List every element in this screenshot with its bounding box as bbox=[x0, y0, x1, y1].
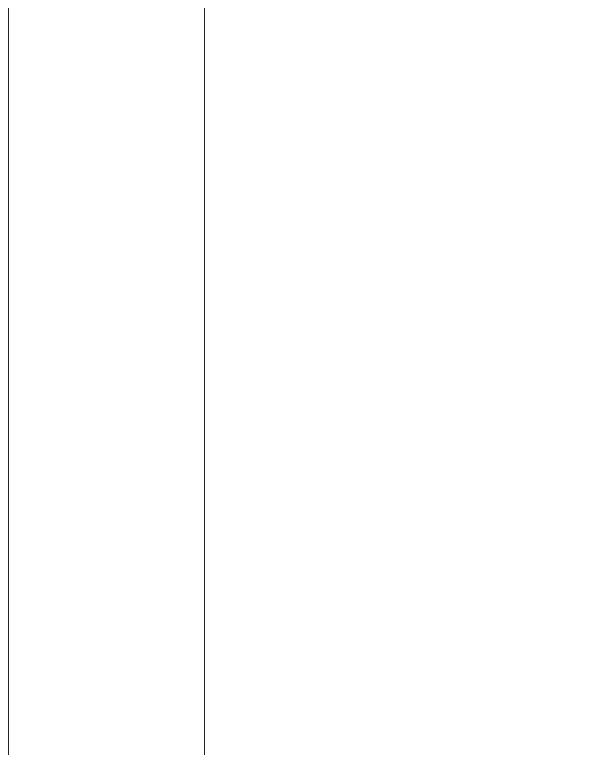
paragraph bbox=[404, 365, 576, 469]
paragraph bbox=[211, 350, 392, 454]
paragraph bbox=[404, 10, 576, 114]
paragraph bbox=[211, 117, 392, 151]
paragraph bbox=[15, 47, 198, 151]
left-column bbox=[398, 8, 582, 755]
paragraph bbox=[211, 457, 392, 561]
quranic-verse bbox=[211, 591, 392, 629]
paragraph bbox=[211, 295, 392, 347]
paragraph bbox=[15, 316, 198, 454]
paragraph bbox=[211, 632, 392, 684]
section-heading bbox=[211, 567, 392, 587]
paragraph bbox=[15, 512, 198, 546]
paragraph bbox=[404, 697, 576, 731]
paragraph bbox=[404, 568, 576, 620]
paragraph bbox=[211, 687, 392, 755]
quranic-verse bbox=[15, 549, 198, 587]
paragraph bbox=[15, 154, 198, 206]
paragraph bbox=[404, 660, 576, 694]
paragraph bbox=[211, 10, 392, 114]
paragraph bbox=[15, 697, 198, 749]
paragraph bbox=[15, 209, 198, 313]
paragraph bbox=[404, 117, 576, 221]
paragraph bbox=[404, 224, 576, 362]
quranic-verse bbox=[404, 527, 576, 565]
right-column bbox=[8, 8, 204, 755]
middle-column bbox=[204, 8, 398, 755]
paragraph bbox=[15, 590, 198, 694]
paragraph bbox=[404, 623, 576, 657]
paragraph bbox=[15, 457, 198, 509]
paragraph bbox=[15, 10, 198, 44]
paragraph bbox=[15, 752, 198, 755]
paragraph bbox=[211, 154, 392, 292]
paragraph bbox=[404, 472, 576, 524]
